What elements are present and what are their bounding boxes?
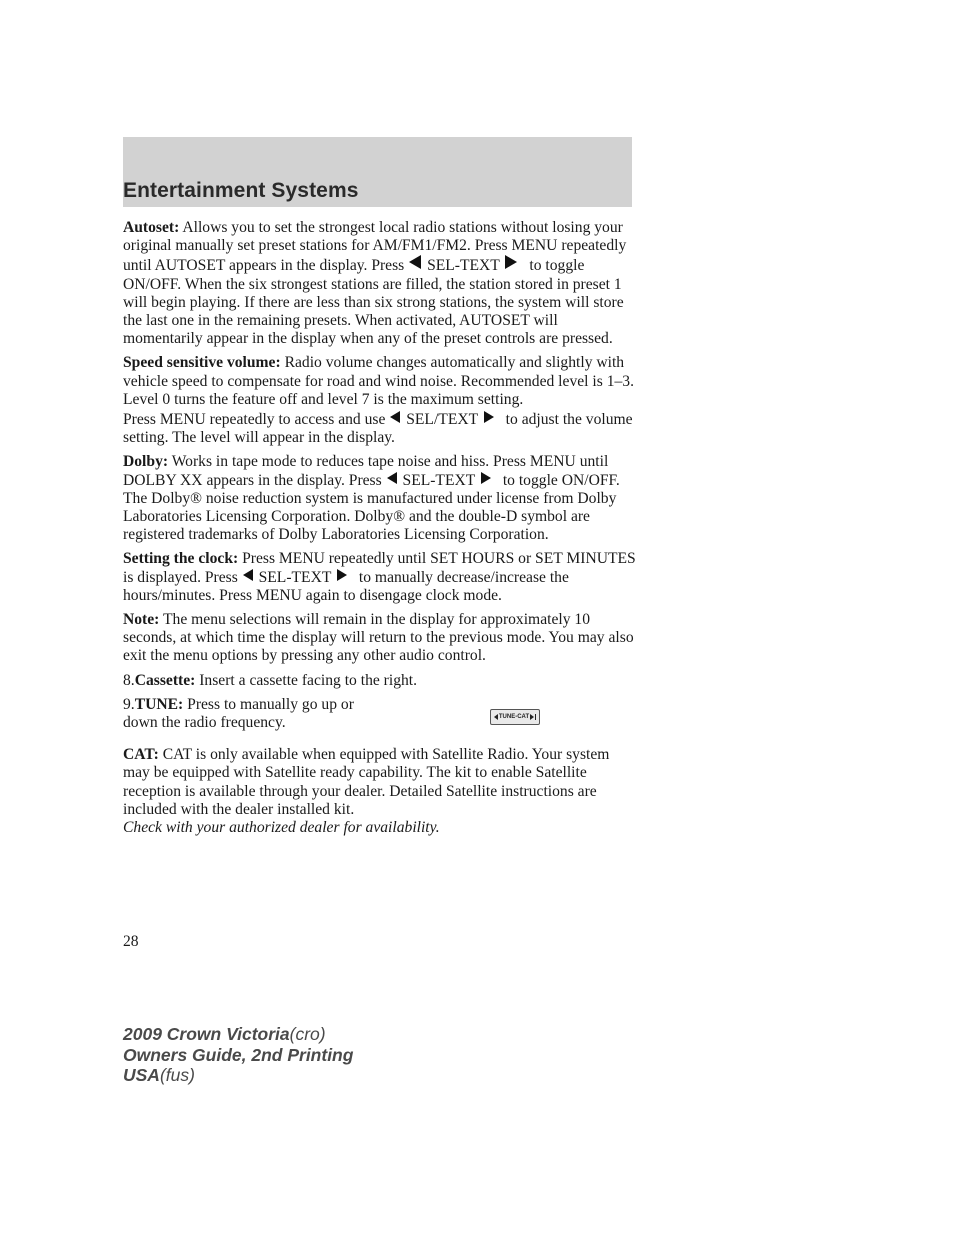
seek-right-icon: [481, 472, 491, 484]
tune-left-icon: [494, 714, 498, 720]
footer-model: 2009 Crown Victoria: [123, 1024, 290, 1044]
autoset-paragraph: [123, 219, 638, 348]
tune-cat-button-label: TUNE-CAT: [498, 713, 530, 720]
section-title: Entertainment Systems: [123, 179, 359, 202]
cat-label: CAT:: [123, 746, 159, 764]
footer-line-1: [123, 1024, 353, 1045]
clock-label: Setting the clock:: [123, 550, 239, 568]
cassette-number: 8.: [123, 671, 135, 689]
clock-text-3: to manually decrease/increase the hours/minutes. Press MENU again to disengage clock mode.: [123, 568, 569, 604]
tune-bar-icon: [535, 714, 536, 720]
autoset-text-3: to toggle ON/OFF. When the six strongest stations are filled, the station stored in preset 1 will begin playing. If there are less than six strong stations, the system will store the last one in the remaining presets. When activated, AUTOSET will momentarily appear in the display when any of the preset controls are pressed.: [123, 257, 624, 348]
speed-paragraph: [123, 354, 638, 409]
document-footer: [123, 1024, 353, 1086]
clock-text-2: SEL-TEXT: [258, 568, 332, 586]
footer-model-code: (cro): [289, 1024, 326, 1044]
speed-text-2: Press MENU repeatedly to access and use: [123, 411, 386, 429]
tune-right-icon: [530, 714, 534, 720]
cassette-paragraph: [123, 672, 638, 690]
dolby-text-2: SEL-TEXT: [402, 471, 475, 489]
seek-right-icon: [337, 569, 347, 581]
speed-text-3: SEL/TEXT: [406, 411, 478, 429]
seek-right-icon: [505, 255, 517, 269]
cassette-label: Cassette:: [134, 671, 196, 689]
dolby-label: Dolby:: [123, 453, 169, 471]
cat-availability: Check with your authorized dealer for availability.: [123, 819, 440, 837]
seek-left-icon: [243, 569, 253, 581]
speed-text-1: Radio volume changes automatically and slightly with vehicle speed to compensate for road and wind noise. Recommended level is 1–3. Level 0 turns the feature off and level 7 is the maximum setting.: [123, 354, 634, 408]
clock-paragraph: [123, 550, 638, 605]
tune-label: TUNE:: [134, 695, 184, 713]
speed-text-4: to adjust the volume setting. The level will appear in the display.: [123, 411, 633, 447]
cassette-text: Insert a cassette facing to the right.: [199, 671, 418, 689]
note-text: The menu selections will remain in the display for approximately 10 seconds, at which time the display will return to the previous mode. You may also exit the menu options by pressing any other audio control.: [123, 611, 634, 665]
autoset-label: Autoset:: [123, 219, 180, 236]
autoset-text-1: Allows you to set the strongest local radio stations without losing your original manually set preset stations for AM/FM1/FM2. Press MENU repeatedly until AUTOSET appears in the display. Press: [123, 219, 627, 275]
tune-block: [123, 696, 638, 732]
dolby-text-3: to toggle ON/OFF.: [502, 471, 620, 489]
dolby-license: The Dolby® noise reduction system is manufactured under license from Dolby Laboratories Licensing Corporation. Dolby® and the double-D symbol are registered trademarks of Dolby Laboratories Licensing Corporation.: [123, 489, 617, 544]
footer-line-2: Owners Guide, 2nd Printing: [123, 1044, 354, 1065]
seek-left-icon: [390, 411, 400, 423]
seek-right-icon: [484, 411, 494, 423]
cat-paragraph: [123, 746, 638, 819]
seek-left-icon: [387, 472, 397, 484]
autoset-text-2: SEL-TEXT: [427, 257, 500, 275]
footer-line-3: [123, 1065, 353, 1086]
footer-market: USA: [123, 1065, 160, 1085]
cat-text: CAT is only available when equipped with Satellite Radio. Your system may be equipped with Satellite ready capability. The kit to enable Satellite reception is available through your dealer. Detailed Satellite instructions are included with the dealer installed kit.: [123, 746, 610, 818]
tune-cat-button-illustration: [490, 709, 540, 725]
clock-text-1: Press MENU repeatedly until SET HOURS or SET MINUTES is displayed. Press: [123, 550, 636, 586]
seek-left-icon: [409, 255, 421, 269]
note-label: Note:: [123, 611, 160, 629]
speed-paragraph-2: [123, 411, 638, 447]
tune-paragraph: [123, 696, 383, 732]
page-number: 28: [123, 933, 139, 950]
note-paragraph: [123, 611, 638, 666]
tune-text: Press to manually go up or down the radio frequency.: [123, 695, 354, 732]
dolby-paragraph: [123, 453, 638, 489]
page-body: [123, 219, 638, 837]
footer-market-code: (fus): [159, 1065, 195, 1085]
dolby-text-1: Works in tape mode to reduces tape noise and hiss. Press MENU until DOLBY XX appears in the display. Press: [123, 453, 609, 489]
speed-label: Speed sensitive volume:: [123, 354, 281, 372]
tune-number: 9.: [123, 695, 135, 713]
